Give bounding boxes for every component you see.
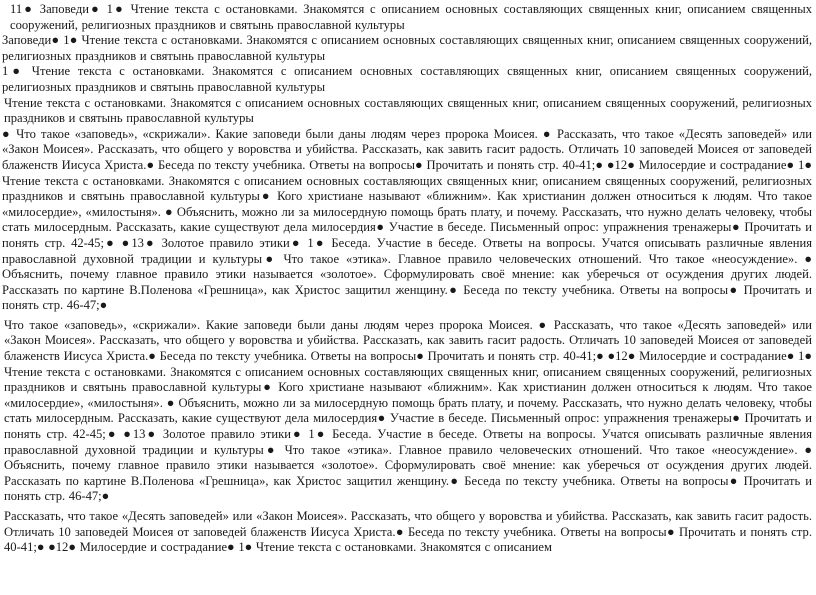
- paragraph-4: Чтение текста с остановками. Знакомятся с описанием основных составляющих священных книг, описанием священных сооружений, религиозных праздников и святынь православной культуры: [4, 95, 812, 126]
- paragraph-1: 11● Заповеди● 1● Чтение текста с остановками. Знакомятся с описанием основных составляющих священных книг, описанием священных сооружений, религиозных праздников и святынь православной культуры: [10, 2, 812, 32]
- paragraph-5: ● Что такое «заповедь», «скрижали». Какие заповеди были даны людям через пророка Моисея. ● Рассказать, что такое «Десять заповедей» или «Закон Моисея». Рассказать, что общего у воровства и убийства. Рассказать, как завить гасит радость. Отличать 10 заповедей Моисея от заповедей блаженств Иисуса Христа.● Беседа по тексту учебника. Ответы на вопросы● Прочитать и понять стр. 40-41;● ●12● Милосердие и сострадание● 1● Чтение текста с остановками. Знакомятся с описанием основных составляющих священных книг, описанием священных сооружений, религиозных праздников и святынь православной культуры● Кого христиане называют «ближним». Как христианин должен относиться к людям. Что такое «милосердие», «милостыня». ● Объяснить, можно ли за милосердную помощь брать плату, и почему. Рассказать, что нужно делать человеку, чтобы стать милосердным. Рассказать, какие существуют дела милосердия● Участие в беседе. Письменный опрос: упражнения тренажеры● Прочитать и понять стр. 42-45;● ●13● Золотое правило этики● 1● Беседа. Участие в беседе. Ответы на вопросы. Учатся описывать различные явления православной духовной традиции и культуры● Что такое «этика». Главное правило человеческих отношений. Что такое «неосуждение». ● Объяснить, почему главное правило этики называется «золотое». Сформулировать своё мнение: как уберечься от осуждения других людей. Рассказать по картине В.Поленова «Грешница», как Христос защитил женщину.● Беседа по тексту учебника. Ответы на вопросы● Прочитать и понять стр. 46-47;●: [2, 126, 812, 313]
- paragraph-2: Заповеди● 1● Чтение текста с остановками. Знакомятся с описанием основных составляющих священных книг, описанием священных сооружений, религиозных праздников и святынь православной культуры: [2, 33, 812, 63]
- paragraph-7: Рассказать, что такое «Десять заповедей» или «Закон Моисея». Рассказать, что общего у воровства и убийства. Рассказать, как завить гасит радость. Отличать 10 заповедей Моисея от заповедей блаженств Иисуса Христа.● Беседа по тексту учебника. Ответы на вопросы● Прочитать и понять стр. 40-41;● ●12● Милосердие и сострадание● 1● Чтение текста с остановками. Знакомятся с описанием: [4, 509, 812, 555]
- paragraph-6: Что такое «заповедь», «скрижали». Какие заповеди были даны людям через пророка Моисея. ● Рассказать, что такое «Десять заповедей» или «Закон Моисея». Рассказать, что общего у воровства и убийства. Рассказать, как завить гасит радость. Отличать 10 заповедей Моисея от заповедей блаженств Иисуса Христа.● Беседа по тексту учебника. Ответы на вопросы● Прочитать и понять стр. 40-41;● ●12● Милосердие и сострадание● 1● Чтение текста с остановками. Знакомятся с описанием основных составляющих священных книг, описанием священных сооружений, религиозных праздников и святынь православной культуры● Кого христиане называют «ближним». Как христианин должен относиться к людям. Что такое «милосердие», «милостыня». ● Объяснить, можно ли за милосердную помощь брать плату, и почему. Рассказать, что нужно делать человеку, чтобы стать милосердным. Рассказать, какие существуют дела милосердия● Участие в беседе. Письменный опрос: упражнения тренажеры● Прочитать и понять стр. 42-45;● ●13● Золотое правило этики● 1● Беседа. Участие в беседе. Ответы на вопросы. Учатся описывать различные явления православной духовной традиции и культуры● Что такое «этика». Главное правило человеческих отношений. Что такое «неосуждение». ● Объяснить, почему главное правило этики называется «золотое». Сформулировать своё мнение: как уберечься от осуждения других людей. Рассказать по картине В.Поленова «Грешница», как Христос защитил женщину.● Беседа по тексту учебника. Ответы на вопросы● Прочитать и понять стр. 46-47;●: [4, 317, 812, 504]
- paragraph-3: 1● Чтение текста с остановками. Знакомятся с описанием основных составляющих священных книг, описанием священных сооружений, религиозных праздников и святынь православной культуры: [2, 64, 812, 94]
